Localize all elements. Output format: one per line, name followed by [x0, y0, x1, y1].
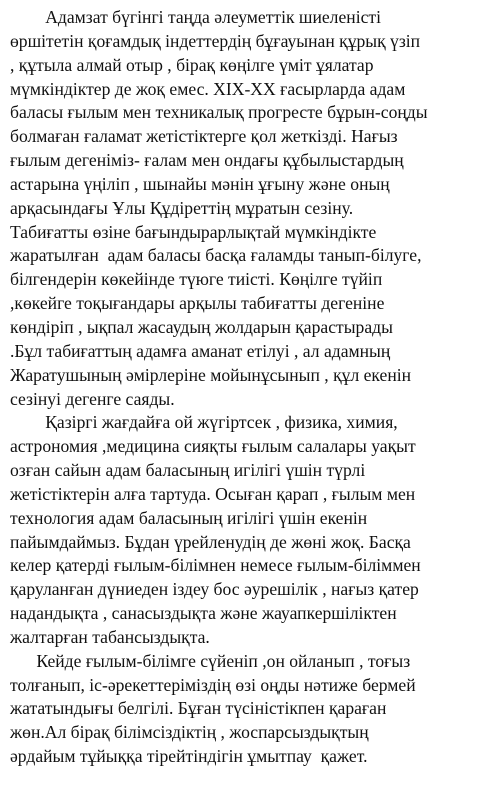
text-line: .Бұл табиғаттың адамға аманат етілуі , ал адамның: [10, 340, 391, 361]
text-line: жалтарған табансыздықта.: [10, 626, 210, 647]
text-line: Кейде ғылым-білімге сүйеніп ,он ойланып , тоғыз: [10, 650, 411, 671]
text-line: Жаратушының әмірлеріне мойынұсынып , құл екенін: [10, 364, 412, 385]
text-line: Қазіргі жағдайға ой жүгіртсек , физика, химия,: [10, 412, 398, 433]
text-line: технология адам баласының игілігі үшін екенін: [10, 507, 368, 528]
text-line: баласы ғылым мен техникалық прогресте бұрын-соңды: [10, 102, 428, 123]
text-line: өршітетін қоғамдық індеттердің бұғауынан құрық үзіп: [10, 30, 421, 51]
document-page: [10, 6, 494, 769]
text-line: әрдайым тұйыққа тірейтіндігін ұмытпау қажет.: [10, 746, 368, 767]
text-line: пайымдаймыз. Бұдан үрейленудің де жөні жоқ. Басқа: [10, 531, 411, 552]
text-line: жетістіктерін алға тартуда. Осыған қарап , ғылым мен: [10, 483, 416, 504]
text-line: астарына үңіліп , шынайы мәнін ұғыну және оның: [10, 173, 390, 194]
text-line: астрономия ,медицина сияқты ғылым салалары уақыт: [10, 436, 416, 457]
text-line: надандықта , санасыздықта және жауапкершіліктен: [10, 603, 397, 624]
paragraph-2: [10, 411, 494, 649]
text-line: арқасындағы Ұлы Құдіреттің мұратын сезіну.: [10, 197, 354, 218]
text-line: болмаған ғаламат жетістіктерге қол жеткізді. Нағыз: [10, 126, 398, 147]
text-line: жататындығы белгілі. Бұған түсіністікпен қараған: [10, 698, 387, 719]
text-line: жөн.Ал бірақ білімсіздіктің , жоспарсыздықтың: [10, 722, 369, 743]
text-line: озған сайын адам баласының игілігі үшін түрлі: [10, 460, 366, 481]
text-line: білгендерін көкейінде түюге тиісті. Көңілге түйіп: [10, 269, 383, 290]
text-line: ,көкейге тоқығандары арқылы табиғатты дегеніне: [10, 293, 385, 314]
text-line: ғылым дегеніміз- ғалам мен ондағы құбылыстардың: [10, 150, 404, 171]
text-line: сезінуі дегенге саяды.: [10, 388, 175, 409]
text-line: қаруланған дүниеден іздеу бос әурешілік , нағыз қатер: [10, 579, 419, 600]
text-line: Адамзат бүгінгі таңда әлеуметтік шиеленісті: [10, 7, 381, 27]
text-line: толғанып, іс-әрекеттеріміздің өзі оңды нәтиже бермей: [10, 674, 416, 695]
paragraph-1: [10, 6, 494, 411]
text-line: мүмкіндіктер де жоқ емес. XIX-XX ғасырларда адам: [10, 78, 406, 99]
text-line: , құтыла алмай отыр , бірақ көңілге үміт ұялатар: [10, 54, 374, 75]
text-line: Табиғатты өзіне бағындырарлықтай мүмкіндікте: [10, 221, 377, 242]
paragraph-3: [10, 650, 494, 769]
text-line: жаратылған адам баласы басқа ғаламды танып-білуге,: [10, 245, 422, 266]
text-line: көндіріп , ықпал жасаудың жолдарын қарастырады: [10, 316, 393, 337]
text-line: келер қатерді ғылым-білімнен немесе ғылым-біліммен: [10, 555, 421, 576]
